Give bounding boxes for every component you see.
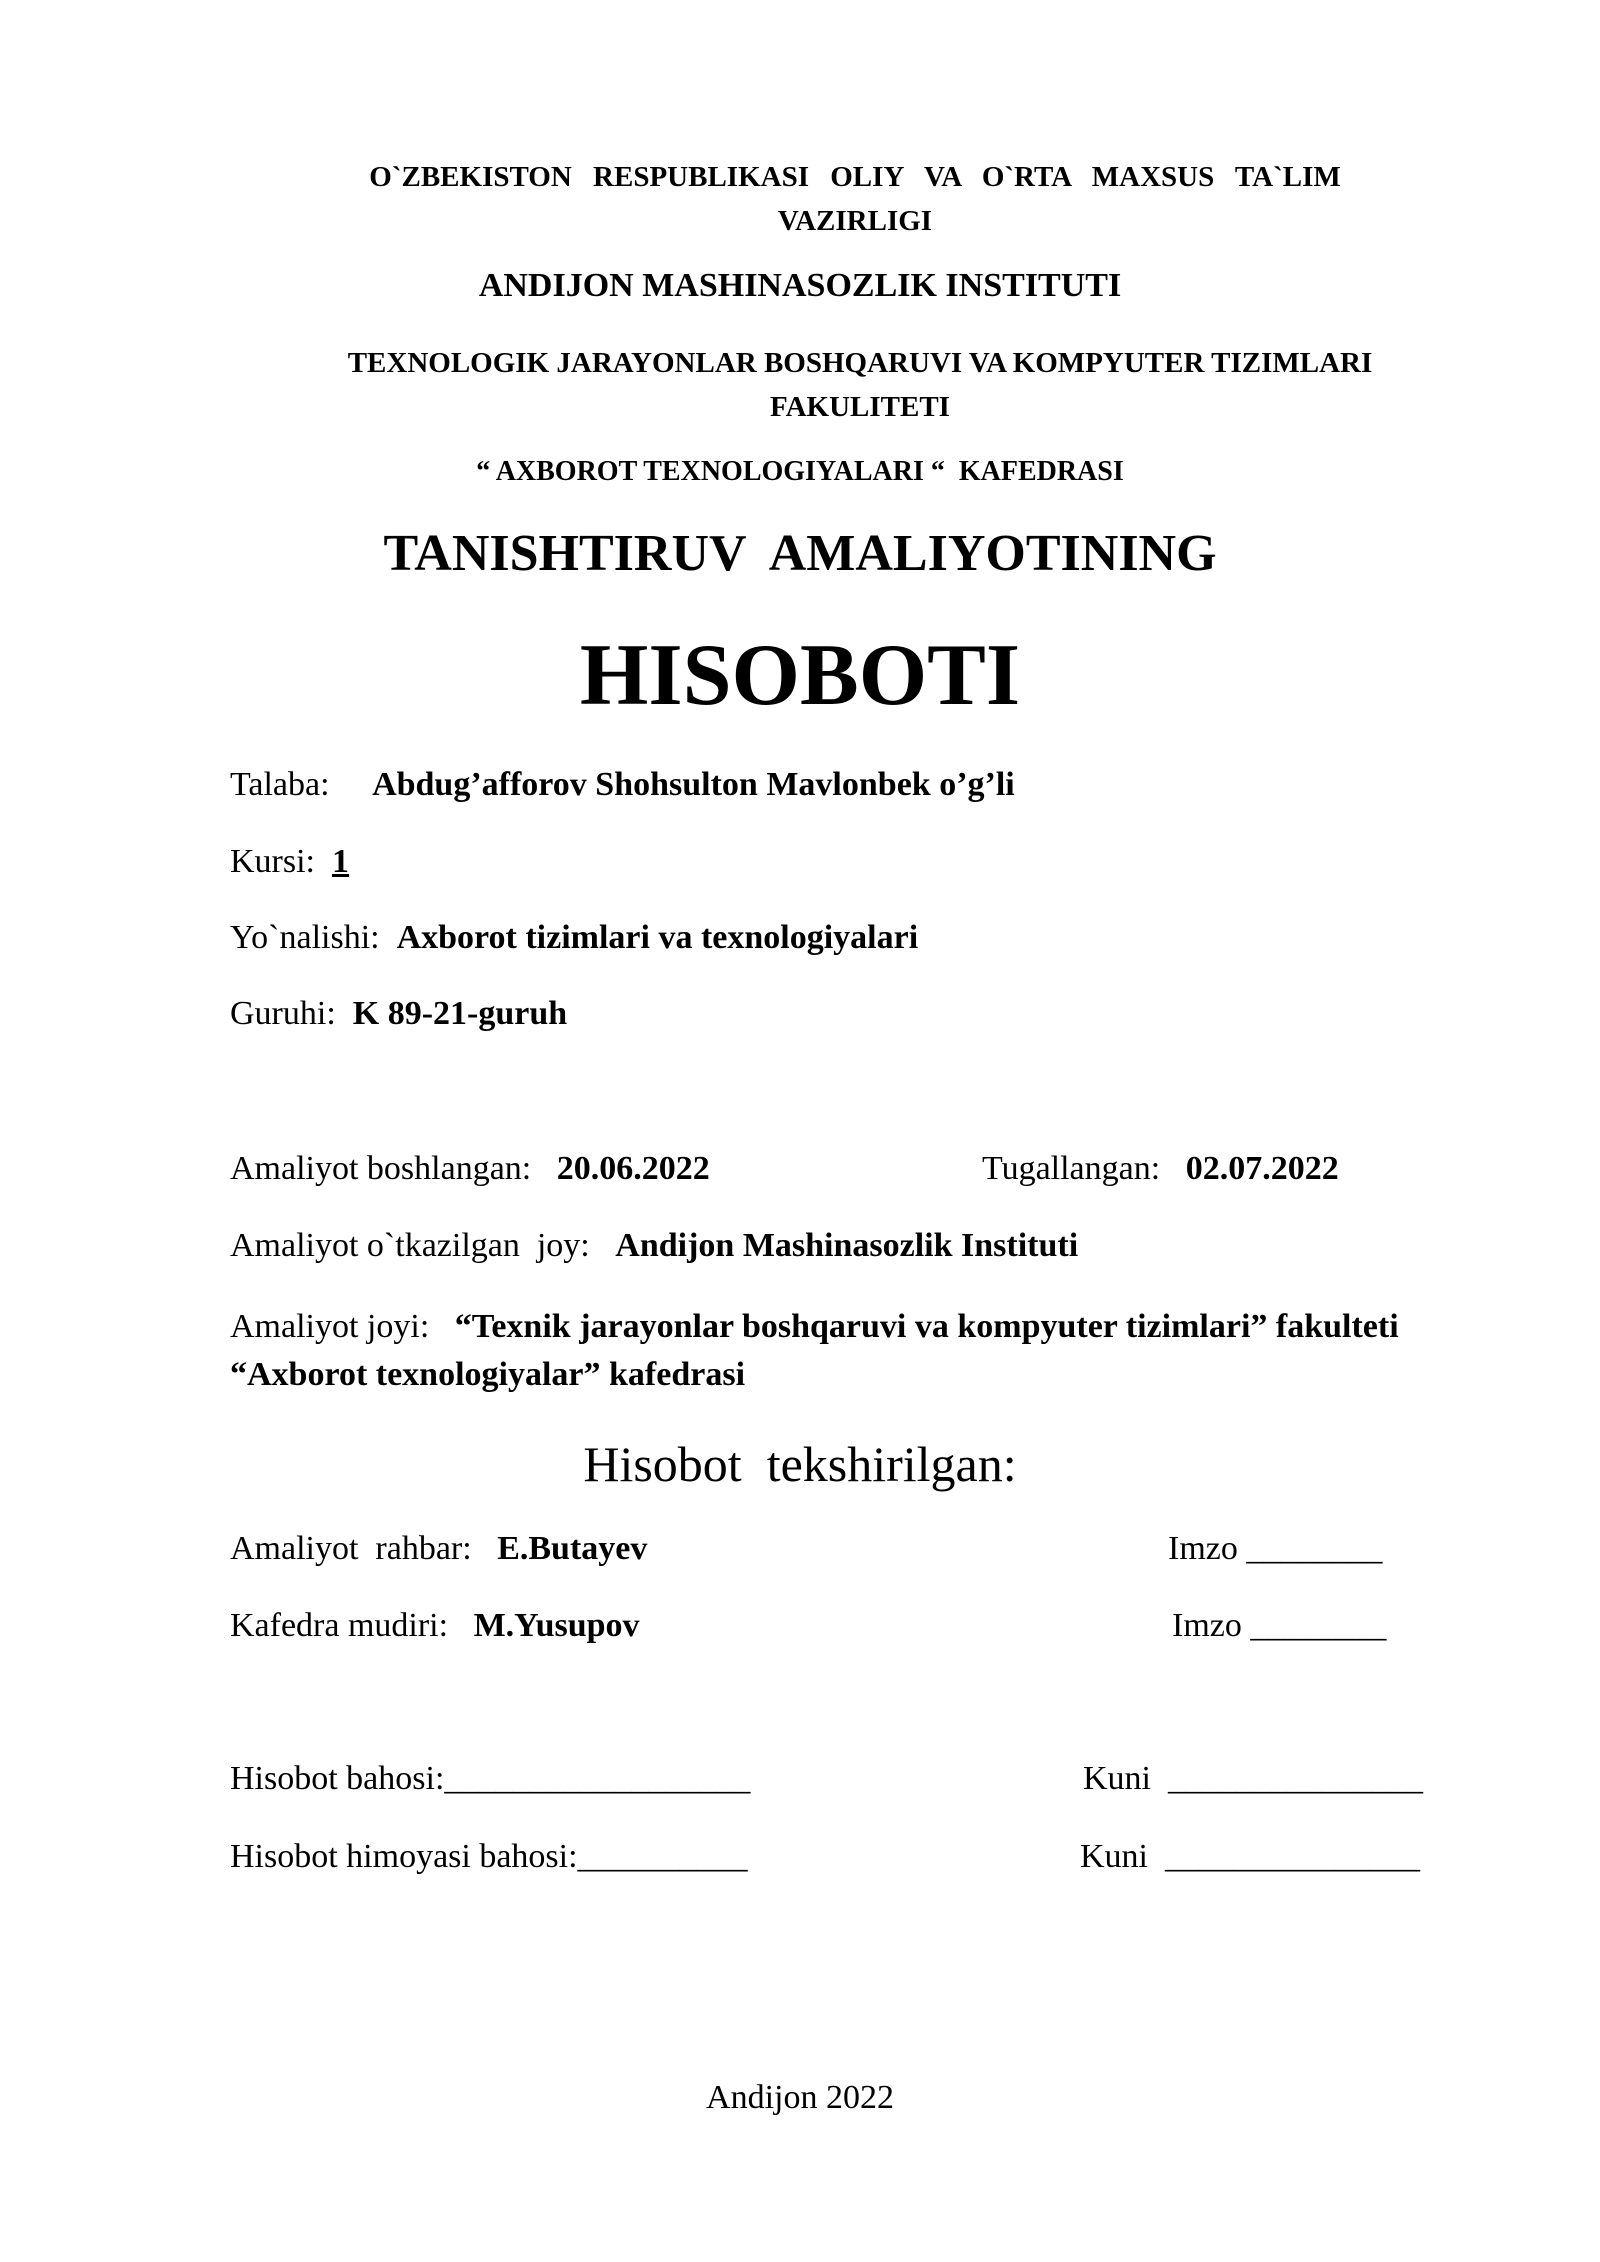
report-grade-date-line: Kuni _______________: [1083, 1760, 1423, 1797]
course-label: Kursi:: [230, 843, 315, 880]
defense-grade-date-line: Kuni _______________: [1080, 1838, 1420, 1875]
report-grade-line: Hisobot bahosi:__________________: [230, 1760, 751, 1797]
ministry-heading: [290, 155, 1420, 243]
practice-venue-row: [230, 1227, 1078, 1265]
department-head-row: [230, 1607, 640, 1645]
ministry-line-1: O`ZBEKISTON RESPUBLIKASI OLIY VA O`RTA MAXSUS TA`LIM: [369, 161, 1341, 193]
supervisor-name: E.Butayev: [497, 1530, 648, 1567]
practice-end-date: 02.07.2022: [1185, 1150, 1339, 1187]
practice-venue-value: Andijon Mashinasozlik Instituti: [615, 1227, 1079, 1264]
student-name-row: [230, 766, 1015, 804]
course-value: 1: [332, 843, 349, 880]
student-name-value: Abdug’afforov Shohsulton Mavlonbek o’g’li: [372, 766, 1015, 803]
supervisor-row: [230, 1530, 647, 1568]
supervisor-signature-line: Imzo ________: [1168, 1530, 1383, 1567]
review-heading: Hisobot tekshirilgan:: [583, 1436, 1017, 1492]
direction-value: Axborot tizimlari va texnologiyalari: [396, 919, 919, 956]
place-and-year: Andijon 2022: [706, 2079, 894, 2116]
supervisor-label: Amaliyot rahbar:: [230, 1530, 472, 1567]
faculty-heading: [270, 341, 1450, 429]
group-value: K 89-21-guruh: [352, 995, 568, 1032]
department-head-name: M.Yusupov: [473, 1607, 640, 1644]
practice-end-label: Tugallangan:: [982, 1150, 1161, 1187]
practice-place-value: “Texnik jarayonlar boshqaruvi va kompyuter tizimlari” fakulteti “Axborot texnologiyalar” kafedrasi: [230, 1308, 1399, 1393]
practice-venue-label: Amaliyot o`tkazilgan joy:: [230, 1227, 590, 1264]
faculty-line-2: FAKULITETI: [770, 391, 950, 423]
group-row: [230, 995, 567, 1033]
practice-start-date: 20.06.2022: [556, 1150, 710, 1187]
defense-grade-line: Hisobot himoyasi bahosi:__________: [230, 1838, 748, 1875]
practice-start-label: Amaliyot boshlangan:: [230, 1150, 532, 1187]
report-title-line-1: TANISHTIRUV AMALIYOTINING: [383, 525, 1217, 582]
practice-place-row: [230, 1303, 1430, 1399]
practice-start-row: [230, 1150, 710, 1188]
department-head-signature-line: Imzo ________: [1172, 1607, 1387, 1644]
direction-label: Yo`nalishi:: [230, 919, 380, 956]
practice-place-label: Amaliyot joyi:: [230, 1308, 430, 1345]
practice-end-row: [982, 1150, 1339, 1188]
faculty-line-1: TEXNOLOGIK JARAYONLAR BOSHQARUVI VA KOMPYUTER TIZIMLARI: [347, 347, 1373, 379]
student-name-label: Talaba:: [230, 766, 330, 803]
group-label: Guruhi:: [230, 995, 336, 1032]
direction-row: [230, 919, 918, 957]
ministry-line-2: VAZIRLIGI: [777, 205, 933, 237]
report-title-line-2: HISOBOTI: [579, 627, 1021, 724]
department-head-label: Kafedra mudiri:: [230, 1607, 449, 1644]
course-row: [230, 843, 349, 881]
department-name: “ AXBOROT TEXNOLOGIYALARI “ KAFEDRASI: [476, 456, 1124, 487]
institute-name: ANDIJON MASHINASOZLIK INSTITUTI: [478, 267, 1122, 304]
